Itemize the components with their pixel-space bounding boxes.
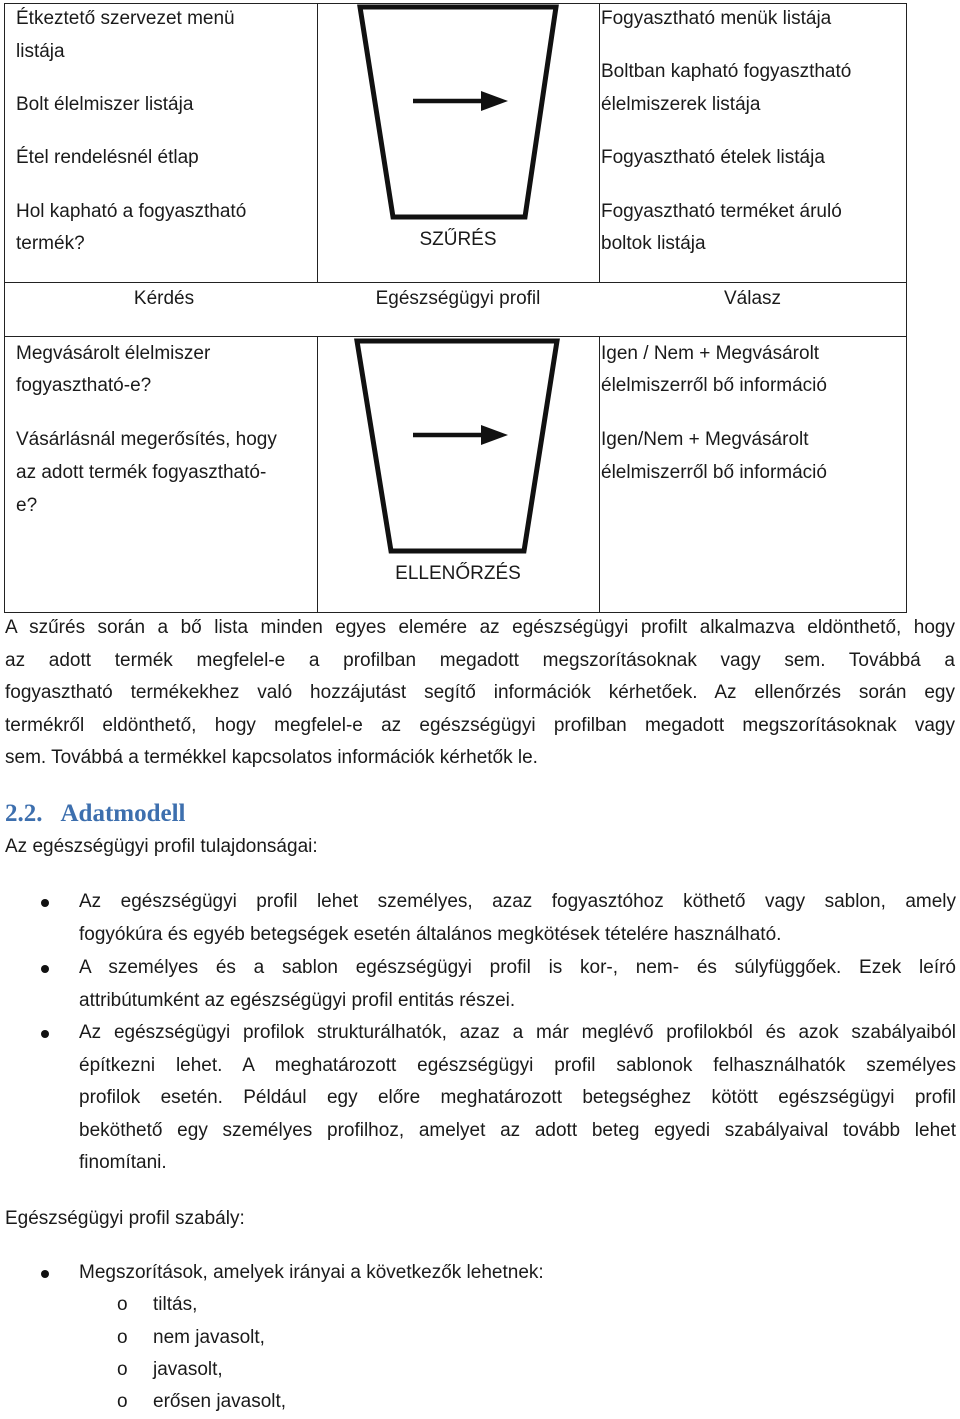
bottom-right-item-2-line-1: Igen/Nem + Megvásárolt [601,429,809,450]
bullet-icon [41,965,49,973]
paragraph-line-3: fogyasztható termékekhez való hozzájutást segítő információk kérhetőek. Az ellenőrzés során egy [5,682,955,704]
sub-item-1: tiltás, [153,1294,198,1315]
bullet-item-2 [79,952,956,1017]
bottom-left-item-2-line-3: e? [16,495,38,516]
table-divider-4 [599,336,600,612]
bullet-1-line-2: fogyókúra és egyéb betegségek esetén általános megkötések tételére használható. [79,923,782,945]
top-left-item-2: Bolt élelmiszer listája [16,94,194,115]
top-right-item-2-line-1: Boltban kapható fogyasztható [601,61,852,82]
bullet-1-line-1: Az egészségügyi profil lehet személyes, azaz fogyasztóhoz köthető vagy sablon, amely [79,891,956,912]
filter-arrow-icon [413,88,509,114]
section-title: Adatmodell [60,800,186,827]
rule-bullet: Megszorítások, amelyek irányai a következők lehetnek: [79,1262,544,1283]
sub-item-4: erősen javasolt, [153,1391,287,1412]
paragraph-line-1: A szűrés során a bő lista minden egyes elemére az egészségügyi profilt alkalmazva eldönthető, hogy [5,617,955,638]
bullet-3-line-1: Az egészségügyi profilok strukturálhatók, azaz a már meglévő profilokból és azok szabályaiból [79,1022,956,1043]
sub-bullet-icon: o [117,1294,128,1315]
sub-item-3: javasolt, [153,1359,223,1380]
table-divider-2 [599,3,600,282]
bottom-left-item-1-line-1: Megvásárolt élelmiszer [16,343,211,364]
sub-bullet-icon: o [117,1391,128,1412]
paragraph-line-2: az adott termék megfelel-e a profilban megadott megszorításoknak vagy sem. Továbbá a [5,649,955,671]
bullet-3-line-4: beköthető egy személyes profilhoz, amelyet az adott beteg egyedi szabályaival tovább lehet [79,1119,956,1141]
bottom-right-item-1-line-1: Igen / Nem + Megvásárolt [601,343,820,364]
section-number: 2.2. [5,800,43,827]
paragraph-line-4: termékről eldönthető, hogy megfelel-e az egészségügyi profilban megadott megszorításoknak vagy [5,714,955,736]
top-right-item-2-line-2: élelmiszerek listája [601,94,761,115]
top-left-item-4-line-1: Hol kapható a fogyasztható [16,201,247,222]
top-right-item-1: Fogyasztható menük listája [601,8,832,29]
bullet-icon [41,899,49,907]
check-arrow-icon [413,422,509,448]
top-right-item-3: Fogyasztható ételek listája [601,147,825,168]
bullet-item-1 [79,886,956,951]
bullet-icon [41,1030,49,1038]
paragraph-line-5: sem. Továbbá a termékkel kapcsolatos információk kérhetők le. [5,747,538,769]
sub-bullet-icon: o [117,1359,128,1380]
header-answer: Válasz [723,288,782,309]
bottom-left-item-2-line-2: az adott termék fogyasztható- [16,462,267,483]
filter-label: SZŰRÉS [419,229,497,250]
sub-bullet-icon: o [117,1327,128,1348]
bullet-3-line-2: építkezni lehet. A meghatározott egészségügyi profil sablonok felhasználhatók személyes [79,1054,956,1076]
bottom-left-item-2-line-1: Vásárlásnál megerősítés, hogy [16,429,277,450]
section-heading [5,797,186,831]
bullet-3-line-5: finomítani. [79,1152,167,1174]
bullet-2-line-2: attribútumként az egészségügyi profil entitás részei. [79,989,516,1011]
header-profile: Egészségügyi profil [375,288,541,309]
top-left-item-4-line-2: termék? [16,233,85,254]
sub-item-2: nem javasolt, [153,1327,265,1348]
header-question: Kérdés [133,288,195,309]
bottom-right-item-1-line-2: élelmiszerről bő információ [601,375,827,396]
top-left-item-3: Étel rendelésnél étlap [16,147,199,168]
top-right-item-4-line-1: Fogyasztható terméket áruló [601,201,842,222]
top-right-item-4-line-2: boltok listája [601,233,706,254]
bullet-3-line-3: profilok esetén. Például egy előre meghatározott betegséghez kötött egészségügyi profil [79,1087,956,1109]
bullet-2-line-1: A személyes és a sablon egészségügyi profil is kor-, nem- és súlyfüggőek. Ezek leíró [79,957,956,978]
bullet-item-3 [79,1017,956,1180]
table-border-mid-1 [4,282,907,283]
check-label: ELLENŐRZÉS [395,563,521,584]
rule-section-title: Egészségügyi profil szabály: [5,1208,245,1229]
top-left-item-1-line-1: Étkeztető szervezet menü [16,8,235,29]
bottom-left-item-1-line-2: fogyasztható-e? [16,375,152,396]
top-left-item-1-line-2: listája [16,41,65,62]
section-intro: Az egészségügyi profil tulajdonságai: [5,836,318,857]
description-paragraph [5,612,955,775]
table-border-right [906,3,907,612]
bottom-right-item-2-line-2: élelmiszerről bő információ [601,462,827,483]
bullet-icon [41,1270,49,1278]
